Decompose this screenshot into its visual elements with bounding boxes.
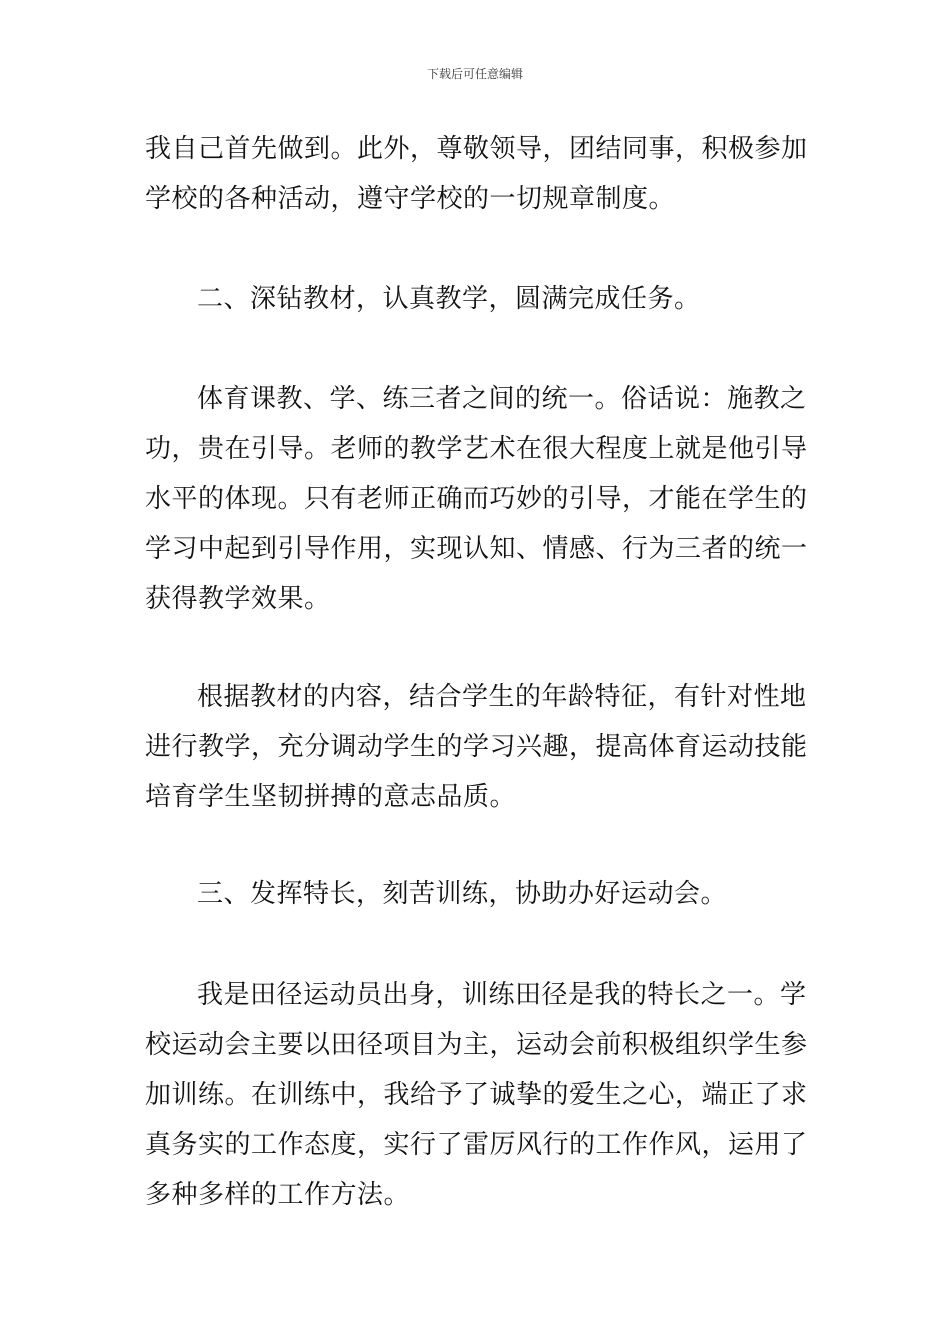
paragraph-line: 真务实的工作态度，实行了雷厉风行的工作作风，运用了 [145, 1130, 808, 1160]
section-heading-2 [145, 274, 807, 324]
paragraph-line: 我是田径运动员出身，训练田径是我的特长之一。学 [197, 980, 807, 1010]
paragraph-4 [145, 672, 807, 822]
page-header: 下载后可任意编辑 [426, 67, 523, 81]
paragraph-1 [145, 124, 807, 224]
paragraph-line: 多种多样的工作方法。 [145, 1180, 411, 1210]
paragraph-3 [145, 374, 807, 624]
paragraph-line: 校运动会主要以田径项目为主，运动会前积极组织学生参 [145, 1030, 808, 1060]
paragraph-line: 学校的各种活动，遵守学校的一切规章制度。 [145, 184, 676, 214]
paragraph-line: 我自己首先做到。此外，尊敬领导，团结同事，积极参加 [145, 134, 808, 164]
paragraph-line: 进行教学，充分调动学生的学习兴趣，提高体育运动技能 [145, 732, 808, 762]
paragraph-line: 水平的体现。只有老师正确而巧妙的引导，才能在学生的 [145, 484, 808, 514]
paragraph-line: 体育课教、学、练三者之间的统一。俗话说：施教之 [197, 384, 807, 414]
heading-line: 三、发挥特长，刻苦训练，协助办好运动会。 [197, 879, 728, 909]
paragraph-line: 根据教材的内容，结合学生的年龄特征，有针对性地 [197, 682, 807, 712]
paragraph-line: 学习中起到引导作用，实现认知、情感、行为三者的统一 [145, 534, 808, 564]
paragraph-line: 获得教学效果。 [145, 584, 331, 614]
paragraph-line: 培育学生坚韧拼搏的意志品质。 [145, 782, 517, 812]
paragraph-6 [145, 970, 807, 1220]
heading-line: 二、深钻教材，认真教学，圆满完成任务。 [197, 284, 701, 314]
paragraph-line: 功，贵在引导。老师的教学艺术在很大程度上就是他引导 [145, 434, 808, 464]
paragraph-line: 加训练。在训练中，我给予了诚挚的爱生之心，端正了求 [145, 1080, 808, 1110]
section-heading-3 [145, 869, 807, 919]
